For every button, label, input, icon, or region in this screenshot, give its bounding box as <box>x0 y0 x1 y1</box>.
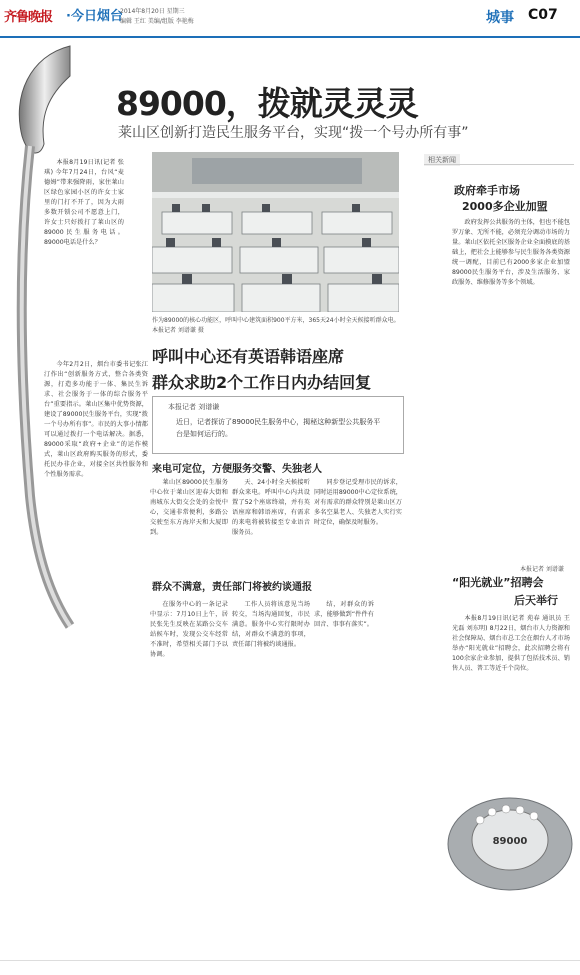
section-title: 呼叫中心还有英语韩语座席 <box>152 347 345 366</box>
article-column <box>44 158 124 248</box>
photo-caption: 作为89000的核心功能区，呼叫中心建筑面积900平方米，365天24小时全天候接听群众电。 本报记者 刘谱谦 摄 <box>152 317 400 334</box>
paragraph: 本报8月19日讯(记者 苑春 通讯员 王光磊 刘东明) 8月22日，烟台市人力资源和社会保障局、烟台市总工会在烟台人才市场举办“阳光就业”招聘会，此次招聘会将有100余家企业参加，提供了包括技术员、销售人员、普工等近千个岗位。 <box>452 615 570 672</box>
divider <box>0 960 580 961</box>
headline: 89000，拨就灵灵灵 <box>116 84 418 123</box>
reporter-byline: 本报记者 刘谱谦 <box>168 403 220 411</box>
newspaper-name: 齐鲁晚报 <box>4 10 53 25</box>
rotary-phone-icon <box>440 780 580 900</box>
article-column <box>232 600 310 650</box>
section-name: ·今日烟台 <box>66 9 123 24</box>
page-section-label: 城事 <box>486 10 514 26</box>
crosshead: 群众不满意，责任部门将被约谈通报 <box>152 582 312 593</box>
article-column <box>150 600 228 660</box>
header-editors: 编辑 王红 美编/组版 李艳梅 <box>120 18 194 25</box>
paragraph: 同步登记受理市民的诉求，同时运用89000中心定位系统，对有需求的群众特别是莱山区万多名空巢老人、失独老人实行实时定位，确保及时服务。 <box>314 479 402 526</box>
sidebar-title: “阳光就业”招聘会 <box>452 576 544 589</box>
intro-text: 近日，记者探访了89000民生服务中心，揭秘这种新型公共服务平台是如何运行的。 <box>176 418 381 438</box>
paragraph: 今年2月2日，烟台市委书记张江汀作出“创新服务方式，整合各类资源，打造多功能于一体、集民生诉求、社会服务于一体的综合服务平台”重要指示。莱山区集中优势资源，建设了89000民生服务平台，实现“拨一个号办所有事”。市民的大事小情都可以通过拨打一个电话解决。据悉，89000采取“政府+企业”的运作模式，莱山区政府购买服务的形式，委托民办非企业，对接全区共性服务和个性服务需求。 <box>44 361 148 478</box>
paragraph: 政府发挥公共服务的主体，但也不能包罗万象、无所不能，必须充分调动市场的力量。莱山区依托全区服务企业全面摸底的基础上，把社会上能够参与民生服务各类资源统一调配，目前已有2000多家企业加盟89000民生服务平台，涉及生活服务、家政服务、维修服务等多个领域。 <box>452 219 570 286</box>
paragraph: 在服务中心的一条记录中显示：7月10日上午，居民张先生反映在某路公交车站候车时，发现公交车经常不准时，希望相关部门予以协调。 <box>150 601 228 658</box>
reporter-byline: 本报记者 刘谱谦 <box>520 566 564 573</box>
paragraph: 天、24小时全天候接听群众来电。呼叫中心内共设置了52个座席终端，并有英语座席和韩语座席，有需求的来电将被转接至专业语音服务员。 <box>232 479 310 536</box>
sidebar-text <box>452 218 570 288</box>
paragraph: 莱山区89000民生服务中心位于莱山区迎春大街和南城东大街交会处的金悦中心，交通非常便利，多路公交驶至东方海岸天和大厦即到。 <box>150 479 228 536</box>
paragraph: 工作人员将该意见当场转交，当场沟通回复，市民满意。服务中心实行限时办结，对群众不满意的事项，责任部门将被约谈通报。 <box>232 601 310 648</box>
badge-number: 89000 <box>492 836 528 847</box>
crosshead: 来电可定位，方便服务交警、失独老人 <box>152 464 322 475</box>
header-date: 2014年8月20日 星期三 <box>120 8 185 15</box>
sidebar-text <box>452 614 570 674</box>
article-column <box>314 600 374 630</box>
sidebar-title: 政府牵手市场 <box>454 184 520 197</box>
paragraph: 结，对群众的诉求，能够做到“件件有回音、事事有落实”。 <box>314 601 374 628</box>
related-news-label: 相关新闻 <box>424 154 460 166</box>
paragraph: 本报8月19日讯(记者 张琪) 今年7月24日，台风“麦德姆”带来强降雨，家住莱山区绿色家园小区的许女士家里的门打不开了，因为大雨多数开锁公司不愿意上门，许女士只好拨打了莱山区的89000民生服务电话。89000电话是什么？ <box>44 159 124 246</box>
telephone-handset-icon <box>0 36 100 636</box>
sidebar-title: 后天举行 <box>514 594 558 607</box>
divider <box>424 164 574 165</box>
article-column <box>44 360 148 480</box>
article-column <box>232 478 310 538</box>
call-center-photo <box>152 152 399 312</box>
sidebar-title: 2000多企业加盟 <box>462 200 548 213</box>
section-title: 群众求助2个工作日内办结回复 <box>152 373 372 392</box>
article-column <box>150 478 228 538</box>
subheadline: 莱山区创新打造民生服务平台，实现“拨一个号办所有事” <box>118 125 469 141</box>
page-number: C07 <box>528 7 558 23</box>
article-column <box>314 478 402 528</box>
